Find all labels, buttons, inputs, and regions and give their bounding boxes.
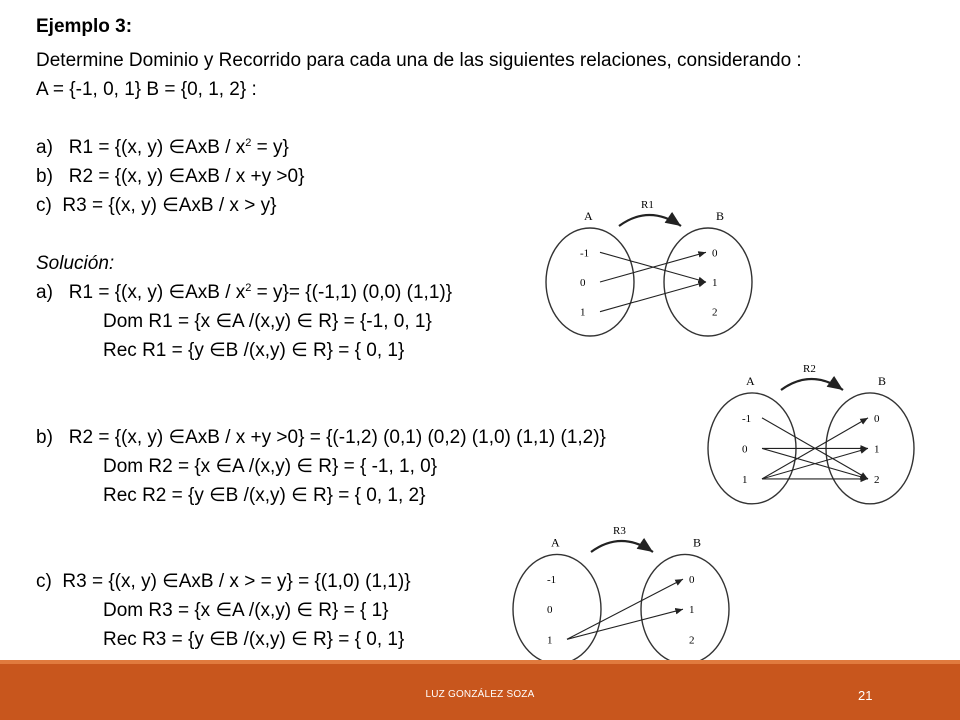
set-a-item: -1 (547, 574, 557, 587)
relation-b (36, 165, 304, 189)
set-b-item: 1 (874, 443, 880, 456)
relation-b-label: b) (36, 166, 53, 187)
solution-c-pre: R3 = {(x, y) (62, 571, 163, 592)
footer-author: LUZ GONZÁLEZ SOZA (425, 689, 535, 700)
element-of-symbol: ∈ (168, 427, 186, 448)
solution-a-domain: Dom R1 = {x ∈A /(x,y) ∈ R} = {-1, 0, 1} (103, 311, 432, 332)
set-a-label: A (584, 209, 593, 223)
set-b-item: 1 (712, 277, 718, 289)
set-b-ellipse (664, 228, 752, 336)
solution-b-label: b) (36, 427, 53, 448)
solution-c-domain: Dom R3 = {x ∈A /(x,y) ∈ R} = { 1} (103, 600, 389, 621)
solution-a-tail: = y}= {(-1,1) (0,0) (1,1)} (251, 282, 453, 303)
relation-a-exponent: 2 (245, 137, 252, 149)
element-of-symbol: ∈ (162, 195, 179, 216)
mapping-arrow (600, 282, 706, 312)
set-a-item: 1 (547, 634, 553, 647)
set-a-item: 0 (742, 443, 748, 456)
solution-b-pre: R2 = {(x, y) (68, 427, 169, 448)
diagram-svg (538, 192, 760, 342)
solution-a-post: AxB / x (185, 282, 246, 303)
set-a-label: A (551, 535, 560, 550)
solution-a-exponent: 2 (245, 282, 252, 294)
set-b-item: 0 (689, 574, 695, 587)
set-b-ellipse (641, 554, 729, 663)
set-b-item: 2 (689, 634, 695, 647)
diagram-svg (700, 356, 922, 510)
set-a-item: -1 (742, 412, 752, 425)
set-b-item: 2 (874, 473, 880, 486)
relation-b-post: AxB / x +y >0} (185, 166, 305, 187)
instruction-text: Determine Dominio y Recorrido para cada una de las siguientes relaciones, considerando : (36, 50, 802, 71)
element-of-symbol: ∈ (168, 282, 186, 303)
relation-name: R1 (641, 199, 654, 211)
mapping-arrow (567, 609, 683, 639)
relation-curved-arrow (781, 379, 843, 390)
set-b-item: 0 (712, 247, 718, 260)
set-a-item: 0 (580, 277, 586, 289)
set-a-item: 1 (742, 473, 748, 486)
solution-title: Solución: (36, 253, 115, 274)
solution-b-range: Rec R2 = {y ∈B /(x,y) ∈ R} = { 0, 1, 2} (103, 485, 426, 506)
relation-a-post: AxB / x (185, 137, 246, 158)
set-b-label: B (693, 535, 702, 550)
solution-c (36, 570, 411, 594)
relation-c (36, 194, 276, 218)
diagram-r2 (700, 356, 922, 510)
set-a-item: 1 (580, 306, 586, 319)
element-of-symbol: ∈ (168, 166, 186, 187)
relation-c-pre: R3 = {(x, y) (62, 195, 163, 216)
set-a-ellipse (546, 228, 634, 336)
solution-a-range: Rec R1 = {y ∈B /(x,y) ∈ R} = { 0, 1} (103, 340, 405, 361)
relation-curved-arrow (591, 541, 653, 552)
solution-a (36, 281, 452, 305)
relation-b-pre: R2 = {(x, y) (68, 166, 169, 187)
solution-c-post: AxB / x > = y} = {(1,0) (1,1)} (178, 571, 411, 592)
set-b-label: B (716, 209, 725, 223)
relation-a-pre: R1 = {(x, y) (68, 137, 169, 158)
set-b-item: 0 (874, 412, 880, 425)
solution-b-domain: Dom R2 = {x ∈A /(x,y) ∈ R} = { -1, 1, 0} (103, 456, 438, 477)
set-b-label: B (878, 373, 887, 388)
solution-c-label: c) (36, 571, 52, 592)
element-of-symbol: ∈ (162, 571, 179, 592)
set-a-item: 0 (547, 604, 553, 617)
solution-b (36, 426, 606, 450)
set-b-item: 1 (689, 604, 695, 617)
diagram-svg (505, 518, 737, 670)
solution-a-pre: R1 = {(x, y) (68, 282, 169, 303)
page-number: 21 (858, 688, 873, 703)
solution-b-post: AxB / x +y >0} = {(-1,2) (0,1) (0,2) (1,0) (1,1) (1,2)} (185, 427, 606, 448)
set-a-label: A (746, 373, 755, 388)
diagram-r1 (538, 192, 760, 342)
solution-c-range: Rec R3 = {y ∈B /(x,y) ∈ R} = { 0, 1} (103, 629, 405, 650)
element-of-symbol: ∈ (168, 137, 186, 158)
sets-definition: A = {-1, 0, 1} B = {0, 1, 2} : (36, 79, 257, 100)
relation-name: R3 (613, 525, 626, 537)
relation-curved-arrow (619, 215, 681, 226)
set-a-ellipse (513, 554, 601, 663)
relation-c-post: AxB / x > y} (178, 195, 277, 216)
relation-a (36, 136, 289, 160)
relation-a-tail: = y} (251, 137, 289, 158)
mapping-arrow (567, 579, 683, 639)
relation-c-label: c) (36, 195, 52, 216)
solution-a-label: a) (36, 282, 53, 303)
example-title: Ejemplo 3: (36, 16, 133, 37)
relation-a-label: a) (36, 137, 53, 158)
set-a-item: -1 (580, 247, 590, 260)
set-b-item: 2 (712, 306, 718, 319)
diagram-r3 (505, 518, 737, 670)
relation-name: R2 (803, 363, 816, 375)
